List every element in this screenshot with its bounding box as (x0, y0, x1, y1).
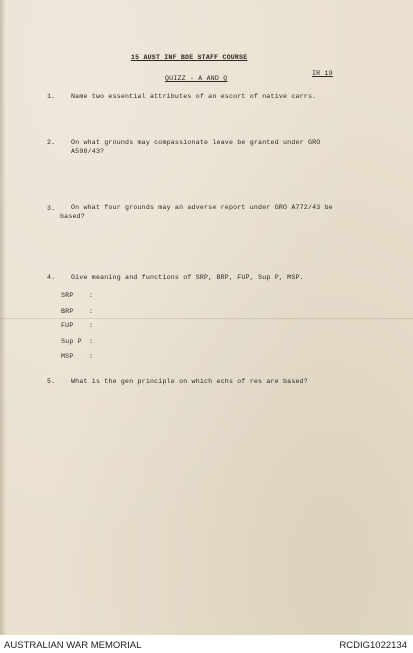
question-2-number: 2. (47, 139, 56, 146)
document-subtitle: QUIZZ - A AND Q (165, 75, 228, 82)
archive-footer (0, 635, 413, 653)
question-3-text-line-2: based? (60, 213, 85, 220)
abbr-msp-label: MSP (61, 353, 74, 360)
question-2-text-line-1: On what grounds may compassionate leave be granted under GRO (71, 139, 321, 146)
question-3-number: 3. (47, 205, 56, 212)
abbr-fup-label: FUP (61, 322, 74, 329)
question-4-number: 4. (47, 274, 56, 281)
question-5-text: What is the gen principle on which echs of res are based? (71, 378, 308, 385)
abbr-msp-colon: : (89, 353, 94, 360)
document-reference: IR 19 (312, 70, 333, 77)
institution-name: AUSTRALIAN WAR MEMORIAL (4, 640, 142, 651)
page-fold-crease (0, 318, 413, 319)
abbr-brp-colon: : (89, 308, 94, 315)
question-3-text-line-1: On what four grounds may an adverse report under GRO A772/43 be (71, 204, 333, 211)
abbr-fup-colon: : (89, 322, 94, 329)
question-5-number: 5. (47, 378, 56, 385)
question-2-text-line-2: A598/43? (71, 148, 105, 155)
abbr-srp-colon: : (89, 292, 94, 299)
abbr-supp-colon: : (89, 338, 94, 345)
abbr-supp-label: Sup P (61, 338, 82, 345)
question-1-number: 1. (47, 93, 56, 100)
abbr-brp-label: BRP (61, 308, 74, 315)
abbr-srp-label: SRP (61, 292, 74, 299)
question-1-text: Name two essential attributes of an escort of native carrs. (71, 93, 317, 100)
question-4-text: Give meaning and functions of SRP, BRP, FUP, Sup P, MSP. (71, 274, 304, 281)
document-title: 15 AUST INF BDE STAFF COURSE (131, 54, 248, 61)
catalog-id: RCDIG1022134 (339, 640, 407, 651)
